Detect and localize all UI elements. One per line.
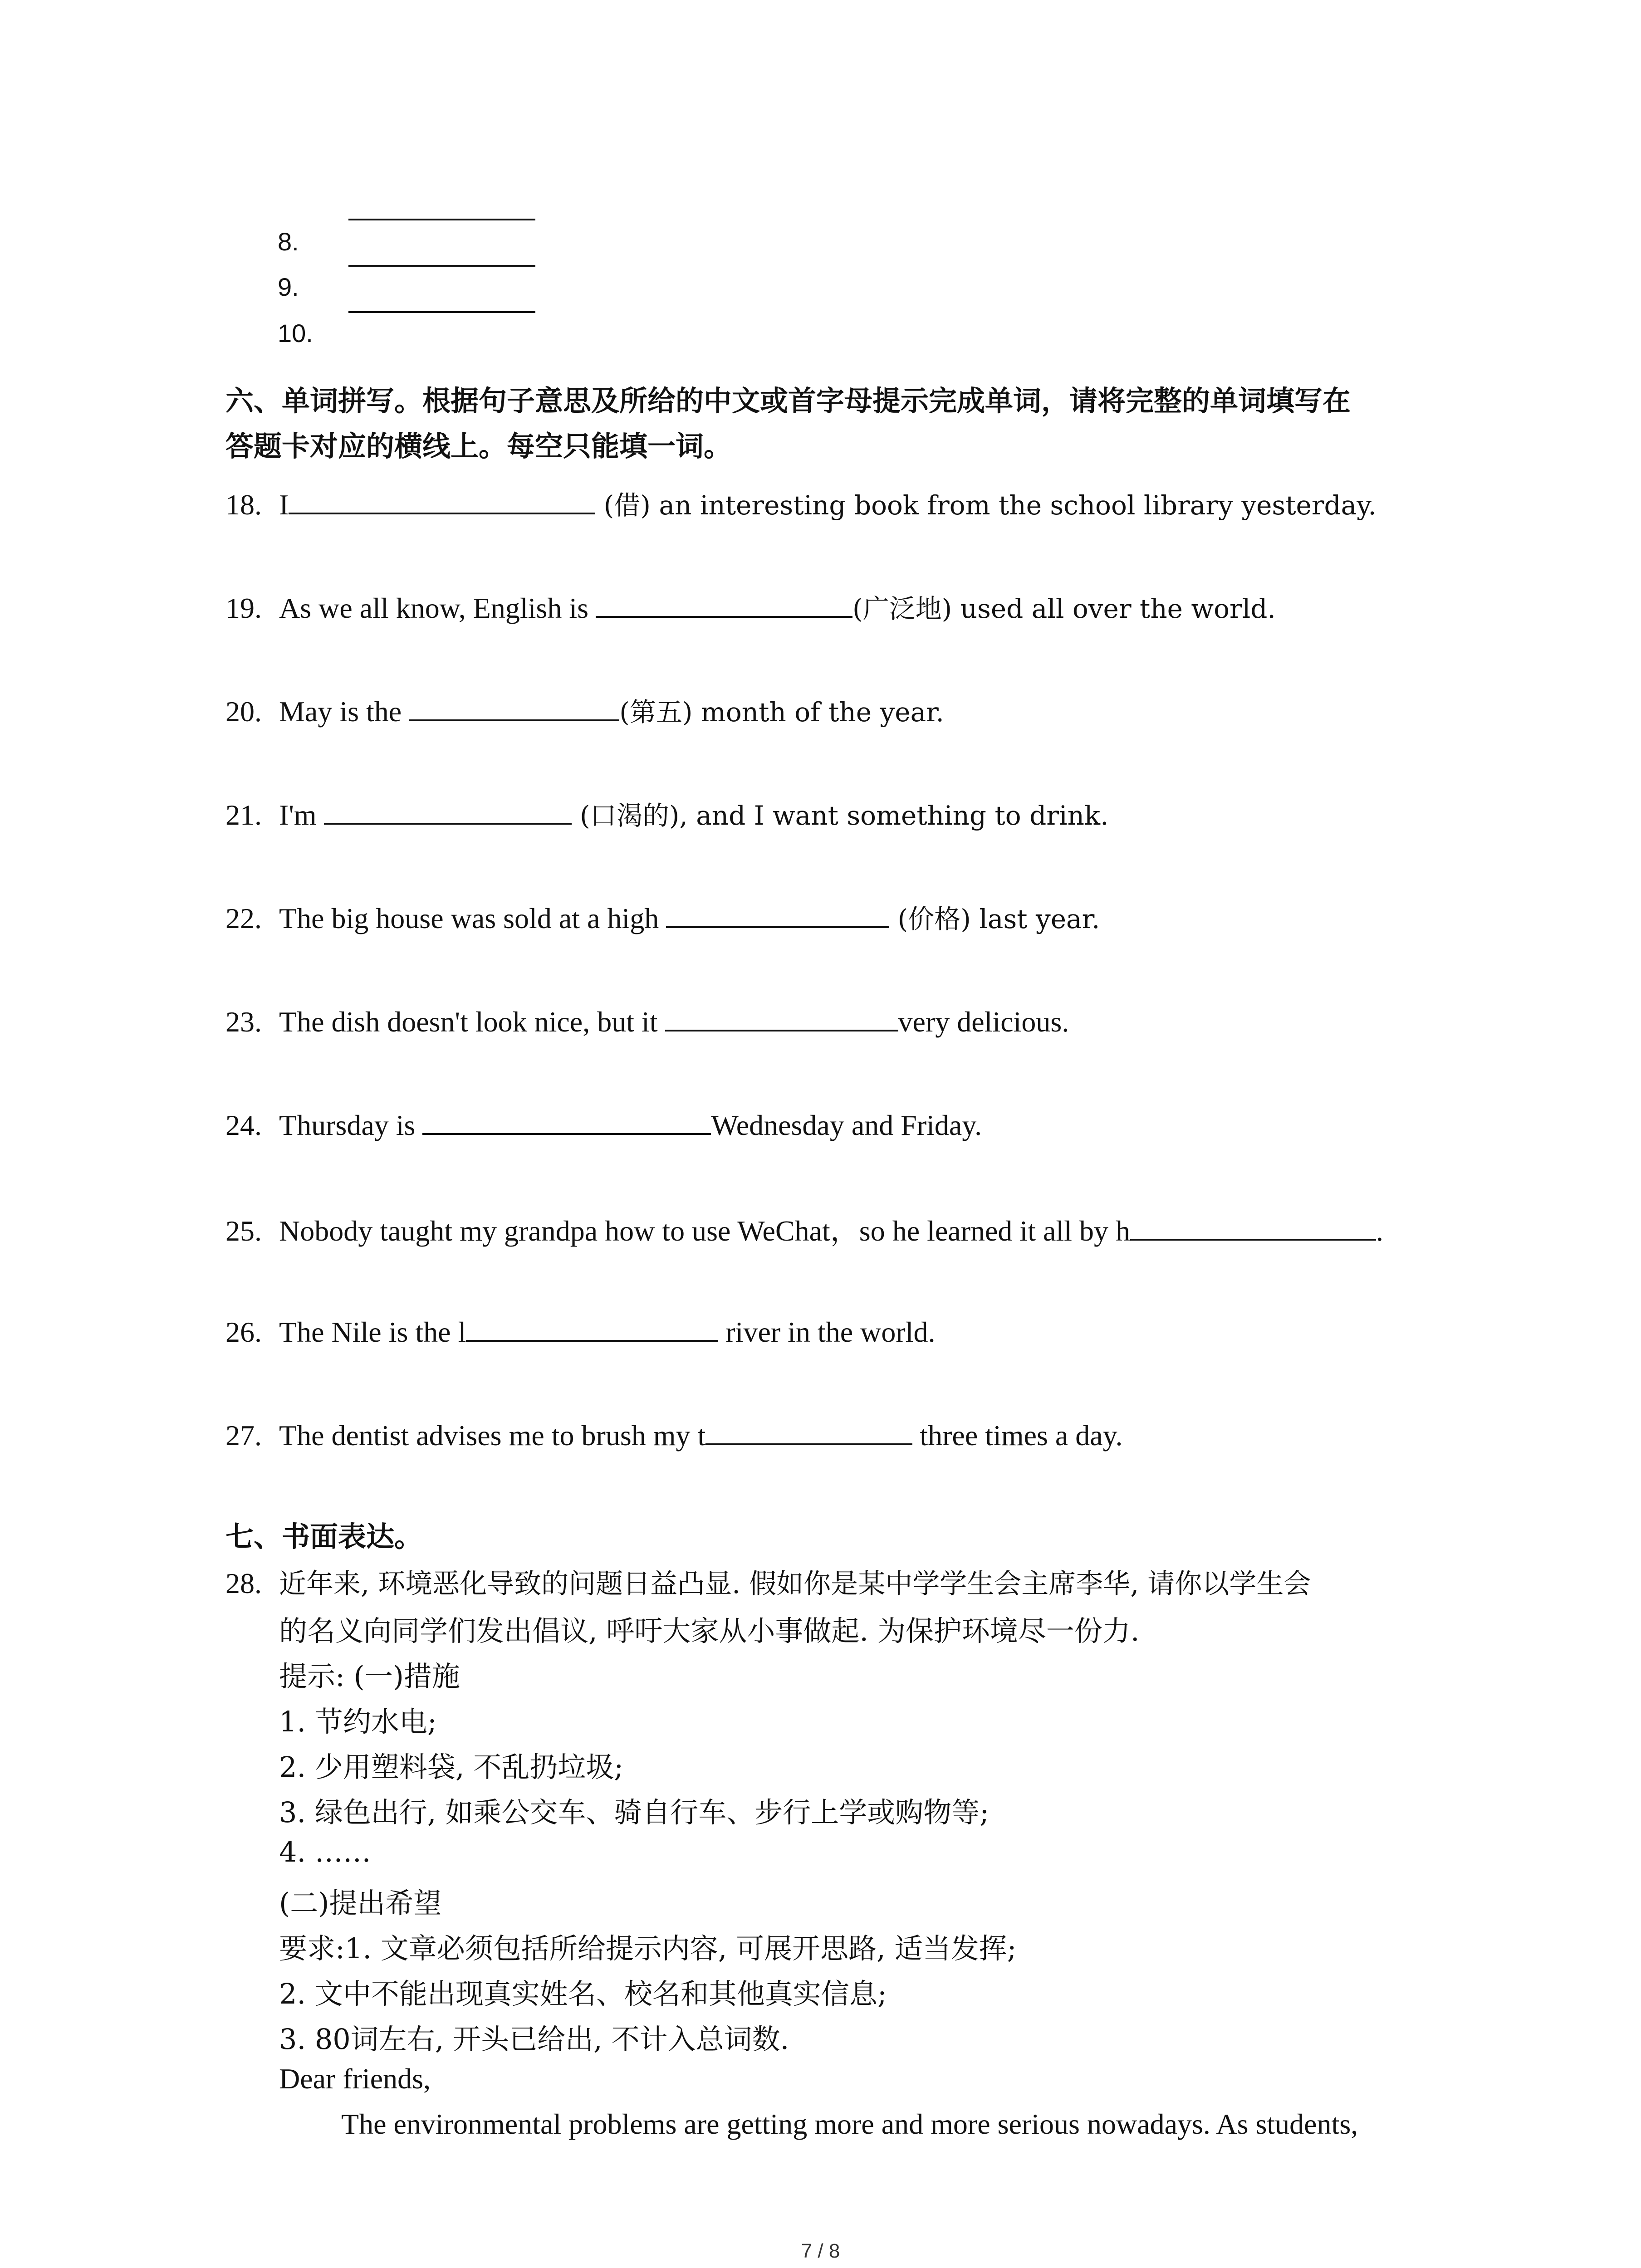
hint-title: 提示: (一)措施	[279, 1660, 460, 1693]
page-number: 7 / 8	[801, 2240, 840, 2262]
question-28-prompt: 28. 近年来, 环境恶化导致的问题日益凸显. 假如你是某中学学生会主席李华, 请你以学生会	[225, 1567, 1311, 1600]
section6-heading: 六、单词拼写。根据句子意思及所给的中文或首字母提示完成单词，请将完整的单词填写在	[225, 384, 1351, 417]
hope-title: (二)提出希望	[279, 1887, 442, 1920]
question-21: 21. I'm (口渴的), and I want something to drink.	[225, 794, 1109, 832]
hint-item: 3. 绿色出行, 如乘公交车、骑自行车、步行上学或购物等;	[279, 1796, 989, 1829]
question-26: 26. The Nile is the l river in the world.	[225, 1311, 935, 1349]
answer-blank[interactable]	[409, 690, 619, 721]
hint-item: 4. ……	[279, 1835, 371, 1868]
section7-heading: 七、书面表达。	[225, 1520, 423, 1553]
hint-item: 2. 少用塑料袋, 不乱扔垃圾;	[279, 1750, 624, 1784]
answer-number: 8.	[278, 227, 299, 256]
question-20: 20. May is the (第五) month of the year.	[225, 690, 944, 729]
answer-blank[interactable]	[665, 1001, 898, 1031]
requirement-item: 2. 文中不能出现真实姓名、校名和其他真实信息;	[279, 1977, 887, 2010]
answer-blank[interactable]	[422, 1104, 711, 1135]
answer-number: 9.	[278, 273, 299, 301]
section6-heading: 答题卡对应的横线上。每空只能填一词。	[225, 430, 732, 463]
prompt-line-2: 的名义向同学们发出倡议, 呼吁大家从小事做起. 为保护环境尽一份力.	[279, 1614, 1140, 1647]
opening-sentence: The environmental problems are getting more and more serious nowadays. As students,	[341, 2108, 1358, 2140]
hint-item: 1. 节约水电;	[279, 1705, 437, 1738]
question-19: 19. As we all know, English is (广泛地) used all over the world.	[225, 587, 1276, 626]
requirement-item: 要求:1. 文章必须包括所给提示内容, 可展开思路, 适当发挥;	[279, 1932, 1017, 1965]
answer-blank[interactable]	[666, 897, 889, 928]
question-18: 18. I (借) an interesting book from the school library yesterday.	[225, 484, 1376, 522]
answer-line	[348, 265, 535, 267]
answer-blank[interactable]	[466, 1311, 718, 1342]
question-25: 25. Nobody taught my grandpa how to use WeChat，so he learned it all by h .	[225, 1207, 1383, 1249]
answer-blank[interactable]	[289, 484, 595, 514]
answer-line	[348, 311, 535, 313]
greeting: Dear friends,	[279, 2063, 431, 2095]
answer-number: 10.	[278, 319, 313, 347]
answer-blank[interactable]	[324, 794, 572, 825]
answer-blank[interactable]	[705, 1414, 912, 1445]
answer-blank[interactable]	[1130, 1210, 1376, 1241]
answer-blank[interactable]	[596, 587, 852, 618]
question-27: 27. The dentist advises me to brush my t three times a day.	[225, 1414, 1123, 1452]
answer-line-top	[348, 219, 535, 220]
question-22: 22. The big house was sold at a high (价格) last year.	[225, 897, 1100, 936]
question-24: 24. Thursday is Wednesday and Friday.	[225, 1104, 982, 1142]
question-23: 23. The dish doesn't look nice, but it very delicious.	[225, 1001, 1069, 1039]
requirement-item: 3. 80词左右, 开头已给出, 不计入总词数.	[279, 2023, 789, 2056]
